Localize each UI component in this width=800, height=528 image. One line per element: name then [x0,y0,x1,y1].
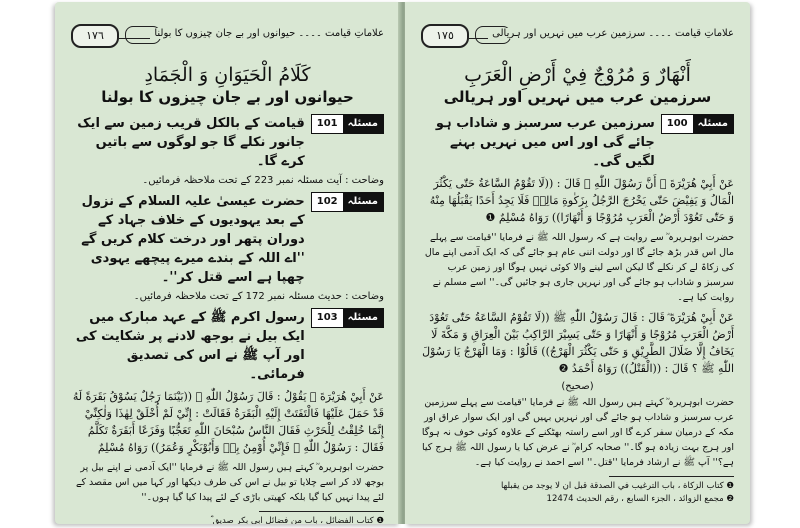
footnote: ❶ كتاب الزكاة ، باب الترغيب في الصدقة قبل ان لا يوجد من يقبلها [500,481,734,491]
masala-text: رسول اکرم ﷺ کے عہد مبارک میں ایک بیل نے بوجھ لادنے پر شکایت کی اور آپ ﷺ نے اس کی تصدیق فرمائی۔ [75,310,305,382]
footnote-divider [609,476,734,477]
urdu-title: سرزمین عرب میں نہریں اور ہریالی [443,88,712,106]
hadith-arabic: عَنْ أَبِيْ هُرَيْرَةَ ؓ قَالَ : قَالَ رَسُوْلُ اللّٰهِ ﷺ ((لَا تَقُوْمُ السَّاعَةُ حَتّٰى تَعُوْدَ أَرْضُ الْعَرَبِ مُرُوْجًا وَ أَنْهَارًا وَ حَتّٰى يَسِيْرَ الرَّاكِبُ بَيْنَ الْعِرَاقِ وَ مَكَّةَ لَا يَخَافُ إِلَّا ضَلَالَ الطَّرِيْقِ وَ حَتّٰى يَكْثُرَ الْهَرْجُ)) قَالُوْا : وَمَا الْهَرْجُ يَا رَسُوْلَ اللّٰهِ ﷺ ؟ قَالَ : ((الْقَتْلُ)) رَوَاهُ أَحْمَدُ ❷ [422,311,734,375]
hadith-translation: حضرت ابوہریرہ ؓ سے روایت ہے کہ رسول اللہ ﷺ نے فرمایا ''قیامت سے پہلے مال اس قدر بڑھ جائے گا اور دولت اتنی عام ہو جائے گی کہ ایک آدمی اپنے مال کی زکاۃ لے کر نکلے گا لیکن اسے لینے والا کوئی نہیں ہوگا اور زمین عرب سرسبز و شاداب ہو جائے گی اور نہریں جاری ہو جائیں گی۔'' اسے مسلم نے روایت کیا ہے۔ [424,232,734,303]
masala-101 [71,114,384,171]
page-number: ١٧٦ [71,24,119,48]
page-number: ١٧٥ [421,24,469,48]
wazahat-note: وضاحت : حدیث مسئلہ نمبر 172 کے تحت ملاحظہ فرمائیں۔ [133,291,384,302]
running-head-text: علاماتِ قیامت ۔۔۔۔ حیوانوں اور بے جان چیزوں کا بولنا [150,28,384,39]
masala-text: سرزمین عرب سرسبز و شاداب ہو جائے گی اور اس میں نہریں بہنے لگیں گی۔ [435,116,655,169]
running-header [421,26,734,48]
wazahat-note: وضاحت : آیت مسئلہ نمبر 223 کے تحت ملاحظہ فرمائیں۔ [142,175,384,186]
hadith-translation: حضرت ابوہریرہ ؓ کہتے ہیں رسول اللہ ﷺ نے فرمایا ''ایک آدمی نے اپنے بیل پر بوجھ لاد کر اسے چلایا تو بیل نے اس کی طرف دیکھا اور کہا میں اس مقصد کے لئے پیدا نہیں کیا گیا بلکہ کھیتی باڑی کے لئے پیدا کیا گیا ہوں۔'' [75,462,384,503]
masala-badge: مسئلہ 103 [311,308,384,328]
footnote-divider [259,511,384,512]
masala-badge: مسئلہ 102 [311,192,384,212]
hadith-translation: حضرت ابوہریرہ ؓ کہتے ہیں رسول اللہ ﷺ نے فرمایا ''قیامت سے پہلے سرزمین عرب سرسبز و شاداب ہو جائے گی اور نہریں بہیں گی اور ایک سوار عراق اور مکہ کے درمیان سفر کرے گا اور اسے راستہ بھٹکنے کے علاوہ کوئی خوف نہ ہوگا اور ہرج بہت زیادہ ہو گا۔'' صحابہ کرام ؓ نے عرض کیا یا رسول اللہ ﷺ ہرج کیا ہے؟'' آپ ﷺ نے ارشاد فرمایا ''قتل۔'' اسے احمد نے روایت کیا ہے۔ [421,397,734,468]
hadith-arabic: عَنْ أَبِيْ هُرَيْرَةَ ؓ يَقُوْلُ : قَالَ رَسُوْلُ اللّٰهِ ﷺ ((بَيْنَمَا رَجُلٌ يَسُوْقُ بَقَرَةً لَهُ قَدْ حَمَلَ عَلَيْهَا فَالْتَفَتَتْ إِلَيْهِ الْبَقَرَةُ فَقَالَتْ : إِنِّيْ لَمْ أُخْلَقْ لِهٰذَا وَلٰكِنِّيْ إِنَّمَا خُلِقْتُ لِلْحَرْثِ فَقَالَ النَّاسُ سُبْحَانَ اللّٰهِ تَعَجُّبًا وَفَزَعًا أَبَقَرَةٌ تَكَلَّمُ فَقَالَ : رَسُوْلُ اللّٰهِ ﷺ فَإِنِّيْ أُوْمِنُ بِهٖ وَأَبُوْبَكْرٍ وَعُمَرُ)) رَوَاهُ مُسْلِمٌ [72,390,384,454]
hadith-arabic: عَنْ أَبِيْ هُرَيْرَةَ ؓ أَنَّ رَسُوْلَ اللّٰهِ ﷺ قَالَ : ((لَا تَقُوْمُ السَّاعَةُ حَتّٰى يَكْثُرَ الْمَالُ وَ يَفِيْضَ حَتّٰى يَخْرُجَ الرَّجُلُ بِزَكٰوةِ مَالِهٖ فَلَا يَجِدُ أَحَدًا يَقْبَلُهَا مِنْهُ وَ حَتّٰى تَعُوْدَ أَرْضُ الْعَرَبِ مُرُوْجًا وَ أَنْهَارًا)) رَوَاهُ مُسْلِمٌ ❶ [429,177,734,224]
masala-text: قیامت کے بالکل قریب زمین سے ایک جانور نکلے گا جو لوگوں سے باتیں کرے گا۔ [77,116,305,169]
masala-103 [71,308,384,384]
running-head-text: علاماتِ قیامت ۔۔۔۔ سرزمین عرب میں نہریں اور ہریالی [488,28,734,39]
page-content [71,60,384,524]
right-page [405,2,750,524]
urdu-title: حیوانوں اور بے جان چیزوں کا بولنا [101,88,354,106]
footnote: ❶ كتاب الفضائل ، باب من فضائل ابي بكر صديق ؓ [210,516,384,524]
arabic-title: كَلَامُ الْحَيَوَانِ وَ الْجَمَادِ [144,64,311,86]
grading-label: (صحيح) [561,381,594,392]
left-page [55,2,400,524]
masala-text: حضرت عیسیٰ علیہ السلام کے نزول کے بعد یہودیوں کے خلاف جہاد کے دوران پتھر اور درخت کلام کریں گے ''اے اللہ کے بندے میرے پیچھے یہودی چھپا ہے اسے قتل کر''۔ [81,194,305,285]
masala-badge: مسئلہ 100 [661,114,734,134]
page-content [421,60,734,506]
masala-100 [421,114,734,171]
masala-102 [71,192,384,287]
masala-badge: مسئلہ 101 [311,114,384,134]
arabic-title: أَنْهَارٌ وَ مُرُوْجٌ فِيْ أَرْضِ الْعَرَبِ [464,64,691,86]
running-header [71,26,384,48]
footnote: ❷ مجمع الزوائد ، الجزء السابع ، رقم الحديث 12474 [546,494,734,504]
open-book [55,2,750,524]
